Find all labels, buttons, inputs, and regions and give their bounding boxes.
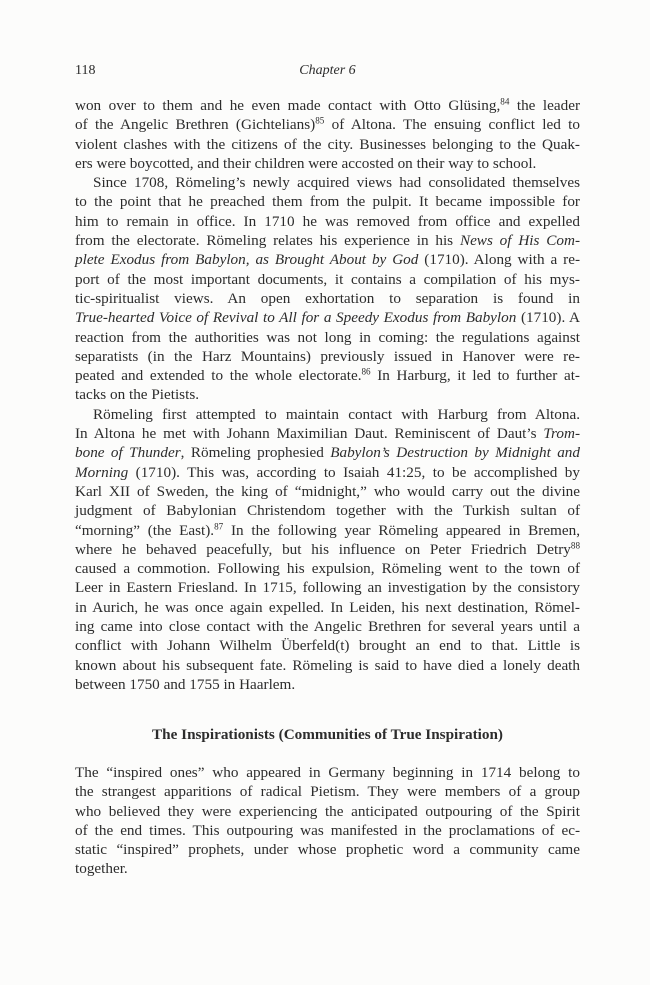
text-run: port of the most important documents, it contains a compilation of his mys- — [75, 270, 580, 288]
text-run: reaction from the authorities was not long in coming: the regulations against — [75, 328, 580, 346]
body-text — [75, 96, 580, 694]
text-line — [75, 366, 580, 385]
text-line — [75, 675, 580, 694]
text-run: tacks on the Pietists. — [75, 386, 200, 404]
text-run: peated and extended to the whole electorate. — [75, 367, 362, 385]
text-run: (1710). Along with a re- — [418, 251, 581, 269]
text-line — [75, 840, 580, 859]
italic-title: News of His Com- — [459, 232, 581, 250]
text-run: Leer in Eastern Friesland. In 1715, following an investigation by the consistory — [75, 579, 580, 597]
text-run: in Aurich, he was once again expelled. In Leiden, his next destination, Römel- — [75, 598, 580, 616]
text-run: ing came into close contact with the Angelic Brethren for several years until a — [75, 618, 580, 636]
text-run: where he behaved peacefully, but his influence on Peter Friedrich Detry — [75, 540, 571, 558]
italic-title: Babylon’s Destruction by Midnight and — [330, 444, 580, 462]
text-line — [75, 270, 580, 289]
footnote-ref: 84 — [500, 96, 510, 107]
text-run: “morning” (the East). — [75, 521, 215, 539]
text-line — [75, 192, 580, 211]
text-line — [75, 443, 580, 462]
text-run: separatists (in the Harz Mountains) previously issued in Hanover were re- — [75, 347, 580, 365]
text-run: (1710). A — [516, 309, 580, 327]
footnote-ref: 86 — [361, 366, 371, 377]
italic-title: plete Exodus from Babylon, as Brought About by God — [75, 251, 419, 269]
text-line — [75, 859, 580, 878]
text-line — [75, 212, 580, 231]
text-line — [75, 463, 580, 482]
text-run: the leader — [509, 97, 580, 114]
text-run: won over to them and he even made contact with Otto Glüsing, — [75, 97, 501, 114]
text-run: him to remain in office. In 1710 he was removed from office and expelled — [75, 212, 580, 230]
text-run: The “inspired ones” who appeared in Germany beginning in 1714 belong to — [75, 764, 580, 781]
section-heading: The Inspirationists (Communities of True Inspiration) — [152, 726, 503, 743]
page-number: 118 — [75, 63, 96, 78]
text-line — [75, 802, 580, 821]
section-text — [75, 763, 580, 879]
footnote-ref: 85 — [315, 115, 325, 126]
text-line — [75, 656, 580, 675]
text-run: ers were boycotted, and their children were accosted on their way to school. — [75, 154, 537, 172]
text-run: Since 1708, Römeling’s newly acquired views had consolidated themselves — [93, 174, 580, 192]
italic-title: Trom- — [543, 425, 580, 443]
text-run: to the point that he preached them from the pulpit. It became impossible for — [75, 193, 580, 211]
text-run: the strangest apparitions of radical Pietism. They were members of a group — [75, 783, 580, 801]
text-run: together. — [75, 860, 128, 878]
paragraph — [75, 96, 580, 173]
text-run: judgment of Babylonian Christendom together with the Turkish sultan of — [75, 502, 580, 520]
text-line — [75, 578, 580, 597]
text-run: Karl XII of Sweden, the king of “midnight,” who would carry out the divine — [75, 482, 580, 500]
text-line — [75, 96, 580, 115]
text-run: In the following year Römeling appeared in Bremen, — [223, 521, 581, 539]
text-line — [75, 598, 580, 617]
text-line — [75, 328, 580, 347]
text-run: violent clashes with the citizens of the city. Businesses belonging to the Quak- — [75, 135, 580, 153]
italic-title: Morning — [75, 463, 129, 481]
text-line — [75, 636, 580, 655]
text-run: of Altona. The ensuing conflict led to — [324, 116, 580, 134]
text-run: known about his subsequent fate. Römeling is said to have died a lonely death — [75, 656, 580, 674]
text-run: In Harburg, it led to further at- — [370, 367, 580, 385]
text-line — [75, 154, 580, 173]
text-run: of the end times. This outpouring was manifested in the proclamations of ec- — [75, 821, 580, 839]
text-line — [75, 231, 580, 250]
text-line — [75, 617, 580, 636]
text-line — [75, 308, 580, 327]
text-line — [75, 559, 580, 578]
text-line — [75, 173, 580, 192]
italic-title: True-hearted Voice of Revival to All for a Speedy Exodus from Babylon — [75, 309, 517, 327]
text-line — [75, 385, 580, 404]
text-line — [75, 821, 580, 840]
text-run: conflict with Johann Wilhelm Überfeld(t) brought an end to that. Little is — [75, 637, 580, 655]
italic-title: bone of Thunder — [75, 444, 181, 462]
text-line — [75, 289, 580, 308]
text-line — [75, 521, 580, 540]
text-line — [75, 763, 580, 782]
text-line — [75, 405, 580, 424]
text-run: between 1750 and 1755 in Haarlem. — [75, 675, 296, 693]
text-run: In Altona he met with Johann Maximilian Daut. Reminiscent of Daut’s — [75, 425, 544, 443]
text-run: of the Angelic Brethren (Gichtelians) — [75, 116, 316, 134]
text-run: , Römeling prophesied — [180, 444, 331, 462]
text-line — [75, 135, 580, 154]
text-line — [75, 115, 580, 134]
text-run: caused a commotion. Following his expulsion, Römeling went to the town of — [75, 560, 580, 578]
text-line — [75, 540, 580, 559]
footnote-ref: 87 — [214, 521, 224, 532]
text-line — [75, 347, 580, 366]
text-line — [75, 782, 580, 801]
footnote-ref: 88 — [570, 540, 580, 551]
text-run: tic-spiritualist views. An open exhortation to separation is found in — [75, 289, 580, 307]
running-title: Chapter 6 — [299, 63, 356, 78]
text-line — [75, 482, 580, 501]
text-run: (1710). This was, according to Isaiah 41:25, to be accomplished by — [128, 463, 580, 481]
paragraph — [75, 173, 580, 405]
text-run: Römeling first attempted to maintain contact with Harburg from Altona. — [93, 405, 580, 423]
paragraph — [75, 405, 580, 694]
text-line — [75, 424, 580, 443]
text-run: from the electorate. Römeling relates his experience in his — [75, 232, 460, 250]
text-run: static “inspired” prophets, under whose prophetic word a community came — [75, 841, 580, 859]
text-line — [75, 250, 580, 269]
text-run: who believed they were experiencing the anticipated outpouring of the Spirit — [75, 802, 580, 820]
paragraph — [75, 763, 580, 879]
text-line — [75, 501, 580, 520]
running-header — [75, 62, 580, 80]
